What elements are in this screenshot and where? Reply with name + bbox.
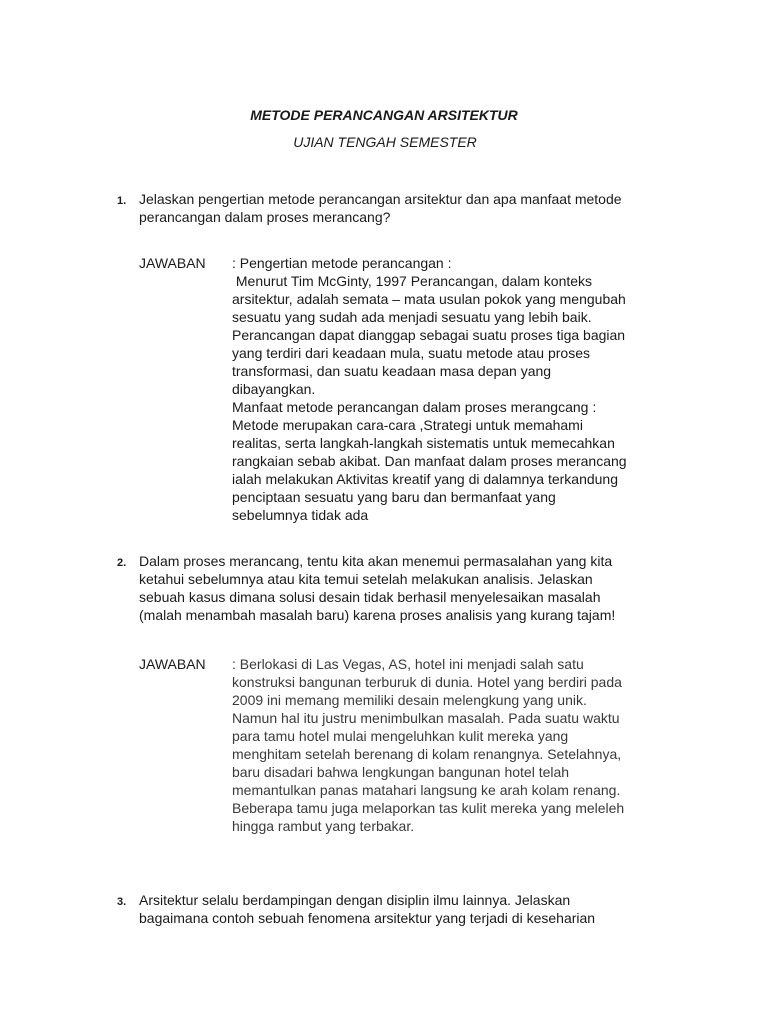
answer-line: realitas, serta langkah-langkah sistematis untuk memecahkan (232, 435, 615, 451)
question-text (139, 891, 679, 927)
answer-line: sesuatu yang sudah ada menjadi sesuatu yang lebih baik. (232, 309, 592, 325)
answer-line: memantulkan panas matahari langsung ke arah kolam renang. (232, 782, 621, 798)
answer-text (232, 655, 624, 835)
answer-line: Manfaat metode perancangan dalam proses merangcang : (232, 399, 597, 415)
question-line: Jelaskan pengertian metode perancangan arsitektur dan apa manfaat metode (139, 191, 622, 207)
answer-line: konstruksi bangunan terburuk di dunia. Hotel yang berdiri pada (232, 674, 622, 690)
answer-line: : Berlokasi di Las Vegas, AS, hotel ini menjadi salah satu (232, 656, 584, 672)
answer-line: menghitam setelah berenang di kolam renangnya. Setelahnya, (232, 746, 622, 762)
answer-line: baru disadari bahwa lengkungan bangunan hotel telah (232, 764, 570, 780)
question-line: Dalam proses merancang, tentu kita akan menemui permasalahan yang kita (139, 553, 613, 569)
question-line: perancangan dalam proses merancang? (139, 209, 391, 225)
answer-line: Menurut Tim McGinty, 1997 Perancangan, dalam konteks (232, 273, 593, 289)
question-line: sebuah kasus dimana solusi desain tidak berhasil menyelesaikan masalah (139, 589, 601, 605)
answer-label: JAWABAN (139, 255, 206, 271)
question-line: (malah menambah masalah baru) karena proses analisis yang kurang tajam! (139, 607, 616, 623)
answer-line: : Pengertian metode perancangan : (232, 255, 452, 271)
answer-line: rangkaian sebab akibat. Dan manfaat dalam proses merancang (232, 453, 627, 469)
answer-line: Namun hal itu justru menimbulkan masalah. Pada suatu waktu (232, 710, 620, 726)
document-subtitle: UJIAN TENGAH SEMESTER (293, 134, 477, 150)
answer-text (232, 254, 627, 524)
answer-line: Metode merupakan cara-cara ,Strategi untuk memahami (232, 417, 583, 433)
question-text (139, 190, 679, 226)
answer-line: ialah melakukan Aktivitas kreatif yang di dalamnya terkandung (232, 471, 618, 487)
question-text (139, 552, 679, 624)
question-number: 1. (117, 195, 127, 207)
answer-line: arsitektur, adalah semata – mata usulan pokok yang mengubah (232, 291, 626, 307)
answer-line: 2009 ini memang memiliki desain melengkung yang unik. (232, 692, 587, 708)
answer-line: Beberapa tamu juga melaporkan tas kulit mereka yang meleleh (232, 800, 625, 816)
question-line: Arsitektur selalu berdampingan dengan disiplin ilmu lainnya. Jelaskan (139, 892, 571, 908)
question-line: bagaimana contoh sebuah fenomena arsitektur yang terjadi di keseharian (139, 910, 596, 926)
question-number: 3. (117, 896, 127, 908)
answer-line: hingga rambut yang terbakar. (232, 818, 415, 834)
question-number: 2. (117, 557, 127, 569)
answer-line: transformasi, dan suatu keadaan masa depan yang (232, 363, 552, 379)
answer-line: para tamu hotel mulai mengeluhkan kulit mereka yang (232, 728, 569, 744)
answer-line: dibayangkan. (232, 381, 316, 397)
answer-line: sebelumnya tidak ada (232, 507, 369, 523)
answer-line: penciptaan sesuatu yang baru dan bermanfaat yang (232, 489, 556, 505)
answer-line: Perancangan dapat dianggap sebagai suatu proses tiga bagian (232, 327, 626, 343)
answer-label: JAWABAN (139, 656, 206, 672)
document-title: METODE PERANCANGAN ARSITEKTUR (250, 107, 518, 123)
question-line: ketahui sebelumnya atau kita temui setelah melakukan analisis. Jelaskan (139, 571, 593, 587)
answer-line: yang terdiri dari keadaan mula, suatu metode atau proses (232, 345, 590, 361)
